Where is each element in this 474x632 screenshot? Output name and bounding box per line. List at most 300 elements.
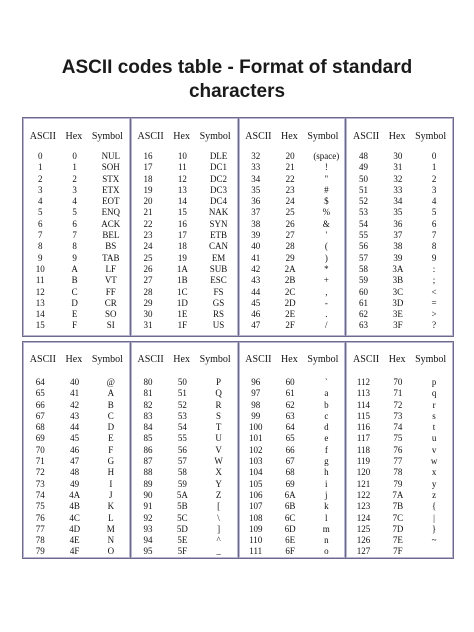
ascii-cell: 4 <box>37 196 43 207</box>
hex-cell: 52 <box>177 399 187 410</box>
ascii-rows <box>239 151 346 332</box>
table-row <box>239 230 346 241</box>
hex-cell: 4B <box>69 501 80 512</box>
hex-cell: 60 <box>285 377 295 387</box>
ascii-cell: 94 <box>143 535 153 546</box>
ascii-cell: 12 <box>35 286 45 297</box>
symbol-cell: y <box>431 478 437 489</box>
hex-cell: 43 <box>70 410 80 421</box>
hex-cell: 2E <box>285 309 296 320</box>
symbol-cell: 9 <box>431 252 437 263</box>
hex-cell: 1C <box>177 286 188 297</box>
symbol-cell: J <box>109 489 113 500</box>
ascii-cell: 26 <box>143 263 153 274</box>
ascii-panel <box>23 118 131 336</box>
column-header-row <box>23 129 130 143</box>
symbol-cell: SUB <box>209 263 228 274</box>
table-row <box>23 298 130 309</box>
ascii-cell: 116 <box>356 422 371 433</box>
ascii-rows <box>131 151 238 332</box>
hex-cell: 5D <box>176 523 188 534</box>
hex-cell: 4A <box>69 489 81 500</box>
symbol-cell: ) <box>324 252 328 263</box>
symbol-cell: TAB <box>102 252 120 263</box>
ascii-cell: 47 <box>251 320 261 331</box>
hex-cell: 7B <box>392 501 404 512</box>
symbol-header: Symbol <box>199 130 231 142</box>
table-row <box>131 264 238 275</box>
table-row <box>131 546 238 557</box>
column-header-row <box>346 352 453 366</box>
symbol-cell: P <box>216 377 222 387</box>
symbol-cell: ACK <box>101 218 121 229</box>
table-row <box>131 162 238 173</box>
table-row <box>239 196 346 207</box>
ascii-cell: 45 <box>251 297 261 308</box>
symbol-cell: ` <box>324 377 328 387</box>
ascii-header: ASCII <box>137 353 164 365</box>
hex-cell: 67 <box>285 456 295 467</box>
table-row <box>239 162 346 173</box>
title-line-2: characters <box>188 81 286 102</box>
hex-cell: 7C <box>392 512 404 523</box>
hex-cell: 11 <box>178 162 187 173</box>
table-row <box>346 162 453 173</box>
hex-cell: 3E <box>392 309 403 320</box>
symbol-cell: g <box>324 456 329 467</box>
symbol-cell: ! <box>324 162 328 173</box>
ascii-cell: 105 <box>248 478 263 489</box>
table-row <box>239 264 346 275</box>
table-row <box>131 433 238 444</box>
symbol-cell: i <box>325 478 328 489</box>
ascii-cell: 123 <box>356 501 371 512</box>
symbol-cell: 7 <box>431 230 437 241</box>
ascii-header: ASCII <box>29 130 56 142</box>
symbol-cell: o <box>324 546 329 557</box>
symbol-header: Symbol <box>415 130 447 142</box>
symbol-cell: RS <box>213 309 225 320</box>
hex-cell: 18 <box>177 241 187 252</box>
ascii-cell: 6 <box>37 218 43 229</box>
table-row <box>239 320 346 331</box>
ascii-cell: 18 <box>143 173 153 184</box>
table-row <box>346 479 453 490</box>
ascii-cell: 19 <box>143 184 153 195</box>
table-row <box>346 287 453 298</box>
ascii-rows <box>131 377 238 558</box>
ascii-cell: 24 <box>143 241 153 252</box>
table-row <box>23 264 130 275</box>
ascii-cell: 95 <box>143 546 153 557</box>
symbol-cell: 5 <box>431 207 437 218</box>
symbol-cell: { <box>431 501 437 512</box>
table-row <box>346 309 453 320</box>
symbol-cell: DC2 <box>210 173 228 184</box>
hex-cell: 35 <box>393 207 403 218</box>
table-row <box>131 151 238 162</box>
hex-cell: 76 <box>393 444 403 455</box>
hex-header: Hex <box>281 353 298 365</box>
table-row <box>346 400 453 411</box>
hex-cell: 3C <box>392 286 404 297</box>
ascii-header: ASCII <box>353 353 380 365</box>
hex-cell: 78 <box>393 467 403 478</box>
table-row <box>131 253 238 264</box>
hex-cell: C <box>71 286 78 297</box>
ascii-cell: 58 <box>358 263 368 274</box>
hex-cell: 4E <box>69 535 80 546</box>
ascii-cell: 38 <box>251 218 261 229</box>
ascii-header: ASCII <box>245 130 272 142</box>
ascii-cell: 29 <box>143 297 153 308</box>
ascii-cell: 87 <box>143 456 153 467</box>
ascii-cell: 21 <box>143 207 153 218</box>
symbol-cell: l <box>325 512 328 523</box>
hex-cell: 19 <box>177 252 187 263</box>
symbol-cell: _ <box>216 546 221 557</box>
hex-cell: 33 <box>393 184 403 195</box>
table-row <box>346 151 453 162</box>
symbol-cell: q <box>431 388 437 399</box>
symbol-cell: c <box>324 410 329 421</box>
symbol-cell: b <box>324 399 329 410</box>
ascii-rows <box>23 377 130 558</box>
ascii-rows <box>23 151 130 332</box>
symbol-cell: t <box>432 422 436 433</box>
ascii-panel <box>239 342 347 558</box>
ascii-cell: 98 <box>251 399 261 410</box>
symbol-cell: / <box>325 320 328 331</box>
hex-cell: 4F <box>69 546 80 557</box>
table-row <box>346 230 453 241</box>
ascii-cell: 31 <box>143 320 153 331</box>
symbol-cell: | <box>433 512 435 523</box>
table-row <box>346 196 453 207</box>
symbol-cell: BEL <box>102 230 120 241</box>
column-header-row <box>239 352 346 366</box>
symbol-cell: @ <box>106 377 115 387</box>
hex-cell: 58 <box>177 467 187 478</box>
ascii-cell: 75 <box>35 501 45 512</box>
ascii-cell: 3 <box>37 184 43 195</box>
hex-header: Hex <box>388 353 406 365</box>
table-row <box>23 230 130 241</box>
hex-cell: 7A <box>392 489 404 500</box>
hex-cell: 69 <box>285 478 295 489</box>
table-row <box>239 219 346 230</box>
hex-cell: 57 <box>177 456 187 467</box>
hex-cell: 64 <box>285 422 295 433</box>
ascii-cell: 99 <box>251 410 261 421</box>
ascii-cell: 0 <box>37 151 43 161</box>
ascii-cell: 77 <box>35 523 45 534</box>
table-row <box>131 241 238 252</box>
hex-cell: 21 <box>285 162 295 173</box>
symbol-cell: SI <box>106 320 115 331</box>
symbol-cell: ' <box>325 230 328 241</box>
table-row <box>346 388 453 399</box>
hex-cell: 44 <box>70 422 80 433</box>
symbol-header: Symbol <box>307 353 339 365</box>
table-row <box>23 445 130 456</box>
hex-cell: 73 <box>393 410 403 421</box>
symbol-cell: 1 <box>431 162 437 173</box>
hex-cell: 3B <box>392 275 404 286</box>
symbol-cell: EM <box>211 252 226 263</box>
table-row <box>131 456 238 467</box>
hex-header: Hex <box>388 130 406 142</box>
ascii-cell: 32 <box>251 151 261 161</box>
hex-cell: 3A <box>392 263 404 274</box>
ascii-cell: 118 <box>356 444 371 455</box>
symbol-cell: SO <box>105 309 117 320</box>
symbol-cell: ETX <box>102 184 120 195</box>
ascii-cell: 89 <box>143 478 153 489</box>
table-row <box>23 411 130 422</box>
ascii-cell: 85 <box>143 433 153 444</box>
ascii-cell: 15 <box>35 320 45 331</box>
hex-cell: 5F <box>177 546 188 557</box>
hex-cell: 48 <box>70 467 80 478</box>
table-row <box>239 185 346 196</box>
hex-cell: 25 <box>285 207 295 218</box>
symbol-cell <box>415 546 453 557</box>
hex-cell: 22 <box>285 173 295 184</box>
hex-header: Hex <box>173 353 190 365</box>
ascii-cell: 55 <box>358 230 368 241</box>
table-row <box>23 535 130 546</box>
table-row <box>239 377 346 388</box>
ascii-cell: 40 <box>251 241 261 252</box>
symbol-cell: EOT <box>102 196 120 207</box>
hex-cell: 30 <box>393 151 403 161</box>
symbol-cell: . <box>325 309 328 320</box>
hex-cell: 74 <box>393 422 403 433</box>
ascii-cell: 114 <box>356 399 371 410</box>
table-row <box>131 275 238 286</box>
symbol-cell: S <box>216 410 222 421</box>
ascii-header: ASCII <box>29 353 56 365</box>
symbol-cell: ( <box>324 241 328 252</box>
table-row <box>131 377 238 388</box>
symbol-cell: SYN <box>209 218 228 229</box>
table-row <box>346 377 453 388</box>
ascii-cell: 124 <box>356 512 371 523</box>
symbol-header: Symbol <box>91 353 123 365</box>
table-row <box>239 411 346 422</box>
hex-cell: 6E <box>285 535 296 546</box>
hex-cell: 34 <box>393 196 403 207</box>
ascii-rows <box>239 377 346 558</box>
table-row <box>239 309 346 320</box>
ascii-cell: 66 <box>35 399 45 410</box>
hex-cell: 9 <box>72 252 77 263</box>
hex-cell: 0 <box>72 151 77 161</box>
table-row <box>239 388 346 399</box>
ascii-rows <box>346 377 453 558</box>
ascii-cell: 5 <box>37 207 43 218</box>
symbol-cell: NUL <box>101 151 121 161</box>
table-row <box>131 219 238 230</box>
ascii-cell: 64 <box>35 377 45 387</box>
ascii-cell: 74 <box>35 489 45 500</box>
symbol-cell: r <box>432 399 436 410</box>
hex-cell: 42 <box>70 399 80 410</box>
table-row <box>23 275 130 286</box>
ascii-cell: 100 <box>248 422 263 433</box>
symbol-cell: w <box>430 456 438 467</box>
ascii-cell: 1 <box>37 162 43 173</box>
table-row <box>23 479 130 490</box>
symbol-cell: Z <box>215 489 222 500</box>
table-row <box>346 524 453 535</box>
symbol-cell: + <box>323 275 329 286</box>
ascii-rows <box>346 151 453 332</box>
table-row <box>239 241 346 252</box>
ascii-cell: 69 <box>35 433 45 444</box>
ascii-cell: 28 <box>143 286 153 297</box>
ascii-cell: 121 <box>356 478 371 489</box>
hex-cell: 65 <box>285 433 295 444</box>
hex-cell: 66 <box>285 444 295 455</box>
table-row <box>23 524 130 535</box>
symbol-cell: $ <box>324 196 329 207</box>
hex-cell: 1B <box>177 275 188 286</box>
table-row <box>23 320 130 331</box>
table-row <box>131 467 238 478</box>
hex-cell: 17 <box>177 230 187 241</box>
ascii-cell: 111 <box>249 546 263 557</box>
symbol-header: Symbol <box>415 353 447 365</box>
hex-cell: 70 <box>393 377 403 387</box>
hex-cell: 7 <box>72 230 77 241</box>
hex-cell: 1A <box>176 263 188 274</box>
symbol-cell: SOH <box>101 162 120 173</box>
hex-cell: 37 <box>393 230 403 241</box>
hex-cell: B <box>71 275 78 286</box>
ascii-cell: 48 <box>358 151 368 161</box>
symbol-cell: s <box>432 410 436 421</box>
table-row <box>23 546 130 557</box>
symbol-cell: D <box>107 422 115 433</box>
table-row <box>346 207 453 218</box>
table-row <box>131 490 238 501</box>
symbol-cell: DC3 <box>210 184 228 195</box>
ascii-table-top <box>22 117 454 337</box>
hex-cell: 24 <box>285 196 295 207</box>
hex-cell: 5 <box>72 207 77 218</box>
hex-cell: 50 <box>177 377 187 387</box>
table-row <box>346 490 453 501</box>
symbol-cell: E <box>108 433 114 444</box>
table-row <box>346 185 453 196</box>
table-row <box>23 400 130 411</box>
ascii-cell: 44 <box>251 286 261 297</box>
hex-cell: 7F <box>393 546 403 557</box>
ascii-cell: 122 <box>356 489 371 500</box>
hex-cell: 2D <box>284 297 296 308</box>
symbol-cell: K <box>107 501 115 512</box>
table-row <box>23 501 130 512</box>
ascii-cell: 92 <box>143 512 153 523</box>
table-row <box>23 196 130 207</box>
ascii-cell: 33 <box>251 162 261 173</box>
hex-cell: 36 <box>393 218 403 229</box>
ascii-cell: 112 <box>356 377 371 387</box>
ascii-cell: 8 <box>37 241 43 252</box>
table-row <box>346 513 453 524</box>
hex-cell: 49 <box>70 478 80 489</box>
hex-cell: 77 <box>393 456 403 467</box>
ascii-cell: 17 <box>143 162 153 173</box>
ascii-panel <box>346 342 453 558</box>
symbol-cell: CR <box>104 297 117 308</box>
ascii-cell: 76 <box>35 512 45 523</box>
symbol-cell: US <box>212 320 225 331</box>
symbol-cell: a <box>324 388 329 399</box>
hex-cell: 61 <box>285 388 295 399</box>
table-row <box>346 456 453 467</box>
table-row <box>23 309 130 320</box>
table-row <box>131 501 238 512</box>
symbol-cell: ESC <box>210 275 227 286</box>
symbol-cell: ETB <box>210 230 228 241</box>
table-row <box>239 253 346 264</box>
column-header-row <box>23 352 130 366</box>
hex-cell: 6A <box>284 489 296 500</box>
table-row <box>131 287 238 298</box>
ascii-cell: 88 <box>143 467 153 478</box>
table-row <box>346 320 453 331</box>
hex-cell: 29 <box>285 252 295 263</box>
ascii-cell: 27 <box>143 275 153 286</box>
ascii-header: ASCII <box>137 130 164 142</box>
hex-cell: E <box>71 309 78 320</box>
ascii-panel <box>131 342 239 558</box>
hex-cell: 56 <box>177 444 187 455</box>
table-row <box>23 253 130 264</box>
ascii-cell: 49 <box>358 162 368 173</box>
symbol-cell: VT <box>104 275 117 286</box>
table-row <box>23 433 130 444</box>
table-row <box>131 298 238 309</box>
ascii-cell: 72 <box>35 467 45 478</box>
hex-header: Hex <box>281 130 298 142</box>
column-header-row <box>346 129 453 143</box>
hex-cell: 1E <box>177 309 188 320</box>
symbol-cell: - <box>324 297 328 308</box>
ascii-cell: 102 <box>248 444 263 455</box>
symbol-cell: ^ <box>216 535 221 546</box>
ascii-cell: 68 <box>35 422 45 433</box>
table-row <box>23 422 130 433</box>
symbol-cell: L <box>108 512 114 523</box>
table-row <box>239 513 346 524</box>
ascii-cell: 43 <box>251 275 261 286</box>
symbol-cell: , <box>325 286 328 297</box>
table-row <box>131 524 238 535</box>
hex-cell: 2A <box>284 263 296 274</box>
ascii-cell: 34 <box>251 173 261 184</box>
hex-cell: 2 <box>72 173 77 184</box>
table-row <box>239 207 346 218</box>
symbol-cell: 2 <box>431 173 437 184</box>
ascii-cell: 39 <box>251 230 261 241</box>
ascii-cell: 23 <box>143 230 153 241</box>
table-row <box>131 535 238 546</box>
ascii-cell: 83 <box>143 410 153 421</box>
